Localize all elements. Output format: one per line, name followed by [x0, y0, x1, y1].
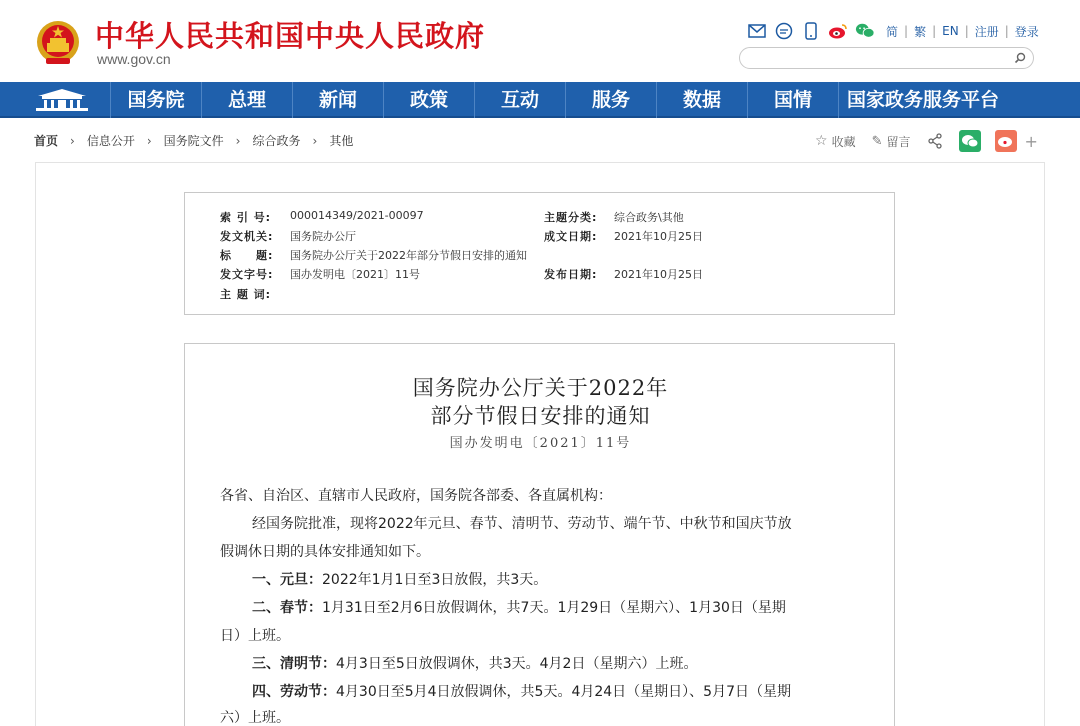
wechat-icon[interactable]	[855, 21, 875, 41]
holiday-item-qingming	[252, 650, 697, 678]
meta-created-label: 成文日期:	[544, 230, 598, 243]
chevron-right-icon: ›	[312, 133, 318, 148]
meta-published-value: 2021年10月25日	[614, 268, 703, 281]
breadcrumb-home[interactable]: 首页	[34, 134, 59, 148]
nav-item-premier[interactable]: 总理	[201, 82, 292, 118]
meta-issuer-label: 发文机关:	[220, 230, 274, 243]
favorite-label: 收藏	[831, 134, 856, 149]
holiday-item-spring-festival	[252, 594, 786, 622]
meta-title-row	[220, 247, 527, 263]
login-link[interactable]: 登录	[1014, 24, 1039, 39]
meta-topic-label: 主题分类:	[544, 211, 598, 224]
home-building-icon[interactable]	[30, 86, 94, 114]
nav-item-services[interactable]: 服务	[565, 82, 656, 118]
meta-title-value: 国务院办公厅关于2022年部分节假日安排的通知	[290, 249, 527, 262]
top-toolbar	[747, 20, 1039, 42]
meta-topic-value: 综合政务\其他	[614, 211, 684, 224]
meta-docno-label: 发文字号:	[220, 268, 274, 281]
breadcrumb-info-disclosure[interactable]: 信息公开	[86, 134, 135, 148]
nav-item-national-info[interactable]: 国情	[747, 82, 838, 118]
language-links	[886, 23, 1039, 40]
comment-label: 留言	[886, 134, 911, 149]
meta-issuer-row	[220, 228, 356, 244]
holiday-item-head: 三、清明节：	[252, 656, 336, 672]
meta-created-value: 2021年10月25日	[614, 230, 703, 243]
separator: |	[964, 24, 969, 38]
nav-item-policy[interactable]: 政策	[383, 82, 474, 118]
holiday-item-head: 一、元旦：	[252, 572, 322, 588]
favorite-button[interactable]	[815, 133, 856, 150]
nav-item-gov-service-platform[interactable]: 国家政务服务平台	[838, 82, 1038, 118]
holiday-item-new-year	[252, 566, 547, 594]
meta-published-row	[544, 266, 703, 282]
document-intro-line1: 经国务院批准，现将2022年元旦、春节、清明节、劳动节、端午节、中秋节和国庆节放	[252, 516, 792, 532]
search-input[interactable]	[739, 47, 1034, 69]
meta-published-label: 发布日期:	[544, 268, 598, 281]
holiday-item-body: 1月31日至2月6日放假调休，共7天。1月29日（星期六）、1月30日（星期	[322, 600, 786, 616]
pencil-icon: ✎	[871, 133, 883, 149]
meta-index-label: 索 引 号:	[220, 211, 272, 224]
site-title[interactable]: 中华人民共和国中央人民政府	[95, 19, 486, 53]
holiday-item-body: 4月30日至5月4日放假调休，共5天。4月24日（星期日）、5月7日（星期	[336, 684, 791, 700]
meta-keywords-row	[220, 286, 290, 302]
chevron-right-icon: ›	[235, 133, 241, 148]
holiday-item-head: 四、劳动节：	[252, 684, 336, 700]
nav-item-state-council[interactable]: 国务院	[110, 82, 201, 118]
breadcrumb-general-affairs[interactable]: 综合政务	[252, 134, 301, 148]
register-link[interactable]: 注册	[974, 24, 999, 39]
holiday-item-body: 4月3日至5日放假调休，共3天。4月2日（星期六）上班。	[336, 656, 698, 672]
breadcrumb-other[interactable]: 其他	[329, 134, 354, 148]
meta-topic-row	[544, 209, 684, 225]
nav-item-news[interactable]: 新闻	[292, 82, 383, 118]
document-metadata-box	[184, 192, 895, 315]
meta-index-row	[220, 209, 424, 225]
holiday-item-spring-festival-cont: 日）上班。	[220, 628, 290, 644]
meta-issuer-value: 国务院办公厅	[290, 230, 356, 243]
share-toolbar	[815, 130, 1038, 152]
document-body	[184, 343, 895, 726]
meta-title-label: 标 题:	[220, 249, 274, 262]
separator: |	[904, 24, 909, 38]
chevron-right-icon: ›	[70, 133, 75, 148]
holiday-item-labor-day	[252, 678, 791, 706]
document-title-line1: 国务院办公厅关于2022年	[412, 376, 669, 400]
message-icon[interactable]	[774, 21, 794, 41]
mobile-icon[interactable]	[801, 21, 821, 41]
breadcrumb	[34, 132, 353, 149]
search-icon[interactable]	[1013, 51, 1027, 65]
meta-docno-row	[220, 266, 420, 282]
meta-created-row	[544, 228, 703, 244]
more-share-button[interactable]: +	[1024, 131, 1038, 151]
document-salutation: 各省、自治区、直辖市人民政府，国务院各部委、各直属机构：	[220, 488, 612, 504]
comment-button[interactable]	[872, 133, 911, 150]
separator: |	[1004, 24, 1009, 38]
breadcrumb-state-council-docs[interactable]: 国务院文件	[163, 134, 224, 148]
site-header	[0, 0, 1080, 82]
document-number: 国办发明电〔2021〕11号	[449, 436, 632, 451]
breadcrumb-bar	[0, 118, 1080, 162]
site-url[interactable]: www.gov.cn	[97, 51, 171, 67]
meta-docno-value: 国办发明电〔2021〕11号	[290, 268, 420, 281]
chevron-right-icon: ›	[146, 133, 152, 148]
holiday-item-labor-day-cont: 六）上班。	[220, 710, 290, 726]
simplified-chinese-link[interactable]: 简	[886, 24, 899, 39]
english-link[interactable]: EN	[942, 24, 959, 38]
main-nav	[0, 82, 1080, 118]
document-intro-line2: 假调休日期的具体安排通知如下。	[220, 544, 430, 560]
weibo-share-icon[interactable]	[995, 130, 1017, 152]
meta-keywords-label: 主 题 词:	[220, 288, 272, 301]
holiday-item-head: 二、春节：	[252, 600, 322, 616]
document-title-line2: 部分节假日安排的通知	[430, 404, 651, 428]
traditional-chinese-link[interactable]: 繁	[914, 24, 927, 39]
mail-icon[interactable]	[747, 21, 767, 41]
nav-item-data[interactable]: 数据	[656, 82, 747, 118]
star-icon: ☆	[815, 133, 828, 149]
nav-item-interaction[interactable]: 互动	[474, 82, 565, 118]
share-icon[interactable]	[927, 133, 943, 149]
meta-index-value: 000014349/2021-00097	[290, 209, 424, 222]
holiday-item-body: 2022年1月1日至3日放假，共3天。	[322, 572, 548, 588]
wechat-share-icon[interactable]	[959, 130, 981, 152]
weibo-icon[interactable]	[828, 21, 848, 41]
national-emblem-icon[interactable]	[36, 18, 80, 68]
separator: |	[932, 24, 937, 38]
